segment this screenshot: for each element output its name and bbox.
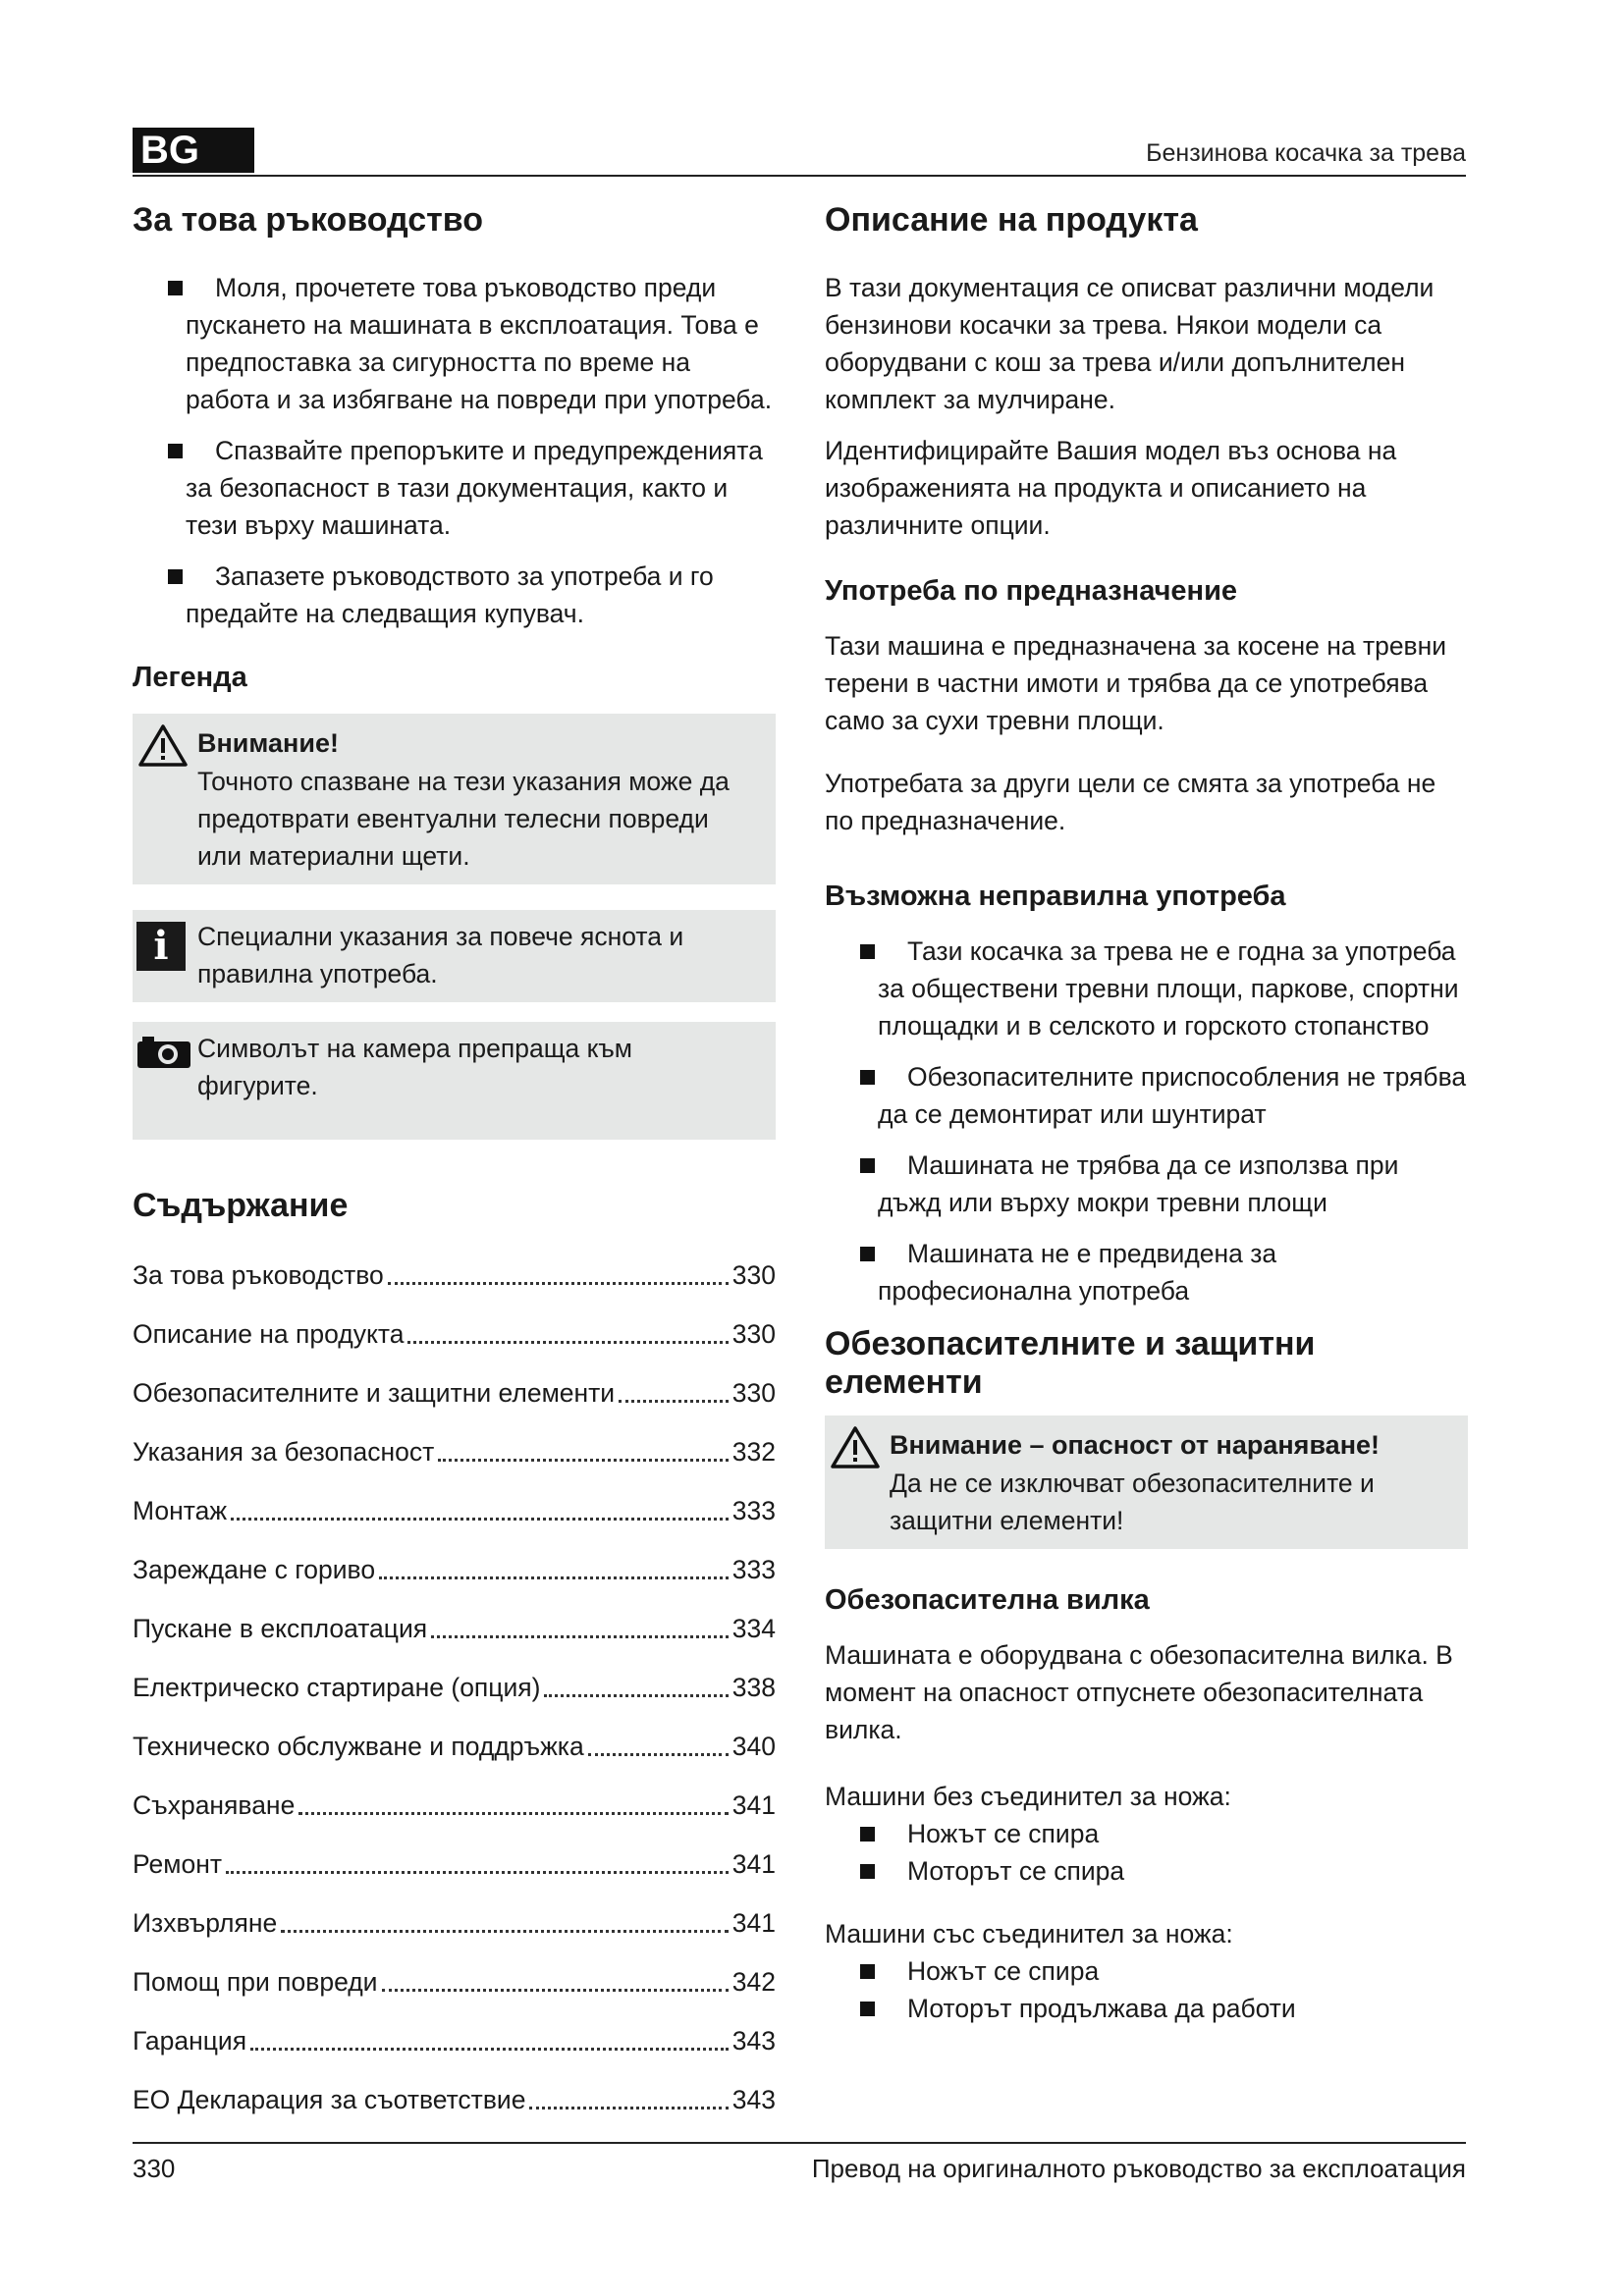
square-bullet-icon: [168, 569, 183, 584]
list-item: Запазете ръководството за употреба и го предайте на следващия купувач.: [133, 558, 776, 632]
intended-use-paragraph-2: Употребата за други цели се смята за употреба не по предназначение.: [825, 769, 1436, 835]
safety-warning-box: [825, 1415, 1468, 1549]
clutch-label: Машини със съединител за ножа:: [825, 1919, 1233, 1949]
list-item: Ножът се спира: [825, 1952, 1468, 1990]
page-number: 330: [133, 2154, 176, 2183]
safety-bar-paragraph: Машината е оборудвана с обезопасителна вилка. В момент на опасност отпуснете обезопасителната вилка.: [825, 1640, 1453, 1744]
list-item: Машината не е предвидена за професионална употреба: [825, 1235, 1468, 1309]
list-item: Моля, прочетете това ръководство преди пускането на машината в експлоатация. Това е предпоставка за сигурността по време на работа и за избягване на повреди при употреба.: [133, 269, 776, 418]
intended-use-paragraph-1: Тази машина е предназначена за косене на тревни терени в частни имоти и трябва да се употребява само за сухи тревни площи.: [825, 631, 1447, 735]
legend-warning-box: [133, 714, 776, 884]
clutch-list: [825, 1952, 1468, 2027]
misuse-list: [825, 933, 1468, 1309]
dot-leader: [619, 1400, 729, 1403]
info-icon: i: [136, 922, 186, 971]
header-title: Бензинова косачка за трева: [1146, 139, 1466, 167]
toc-heading: Съдържание: [133, 1187, 349, 1224]
square-bullet-icon: [168, 281, 183, 295]
toc-entry[interactable]: Пускане в експлоатация 334: [133, 1614, 776, 1643]
about-heading: За това ръководство: [133, 201, 484, 239]
toc-entry[interactable]: Зареждане с гориво 333: [133, 1555, 776, 1584]
product-paragraph-2: Идентифицирайте Вашия модел въз основа на изображенията на продукта и описанието на различните опции.: [825, 436, 1397, 540]
legend-info-box: [133, 910, 776, 1002]
dot-leader: [281, 1930, 729, 1933]
safety-warning-text: Да не се изключват обезопасителните и защитни елементи!: [890, 1468, 1375, 1535]
about-list: [133, 269, 776, 632]
list-item: Тази косачка за трева не е годна за употреба за обществени тревни площи, паркове, спортни площадки и в селското и горското стопанство: [825, 933, 1468, 1044]
toc-entry[interactable]: Монтаж 333: [133, 1496, 776, 1525]
toc-entry[interactable]: Помощ при повреди 342: [133, 1967, 776, 1997]
list-item: Моторът продължава да работи: [825, 1990, 1468, 2027]
dot-leader: [379, 1576, 729, 1579]
toc-entry[interactable]: Електрическо стартиране (опция) 338: [133, 1673, 776, 1702]
dot-leader: [544, 1694, 728, 1697]
dot-leader: [298, 1812, 728, 1815]
dot-leader: [250, 2048, 729, 2051]
intended-use-heading: Употреба по предназначение: [825, 575, 1238, 607]
safety-bar-heading: Обезопасителна вилка: [825, 1584, 1150, 1616]
dot-leader: [231, 1518, 729, 1521]
product-paragraph-1: В тази документация се описват различни модели бензинови косачки за трева. Някои модели са оборудвани с кош за трева и/или допълнителен комплект за мулчиране.: [825, 273, 1435, 414]
safety-warning-title: Внимание – опасност от нараняване!: [890, 1430, 1380, 1460]
dot-leader: [431, 1635, 729, 1638]
dot-leader: [382, 1989, 729, 1992]
list-item: Спазвайте препоръките и предупрежденията за безопасност в тази документация, както и тези върху машината.: [133, 432, 776, 544]
square-bullet-icon: [860, 1247, 875, 1261]
toc-entry[interactable]: Техническо обслужване и поддръжка 340: [133, 1732, 776, 1761]
legend-camera-box: [133, 1022, 776, 1140]
dot-leader: [388, 1282, 729, 1285]
toc-entry[interactable]: За това ръководство 330: [133, 1260, 776, 1290]
warning-triangle-icon: [831, 1425, 880, 1468]
toc-entry[interactable]: Изхвърляне 341: [133, 1908, 776, 1938]
language-badge: BG: [133, 128, 254, 173]
page-footer: [133, 2142, 1466, 2183]
toc-entry[interactable]: Указания за безопасност 332: [133, 1437, 776, 1467]
list-item: Машината не трябва да се използва при дъжд или върху мокри тревни площи: [825, 1147, 1468, 1221]
footer-text: Превод на оригиналното ръководство за експлоатация: [811, 2154, 1466, 2183]
square-bullet-icon: [860, 1070, 875, 1085]
toc-entry[interactable]: Описание на продукта 330: [133, 1319, 776, 1349]
legend-camera-text: Символът на камера препраща към фигурите.: [197, 1034, 632, 1100]
dot-leader: [588, 1753, 729, 1756]
dot-leader: [529, 2107, 728, 2109]
list-item: Моторът се спира: [825, 1852, 1468, 1890]
safety-heading: Обезопасителните и защитни елементи: [825, 1325, 1316, 1401]
misuse-heading: Възможна неправилна употреба: [825, 881, 1286, 912]
dot-leader: [226, 1871, 729, 1874]
page-header: [133, 126, 1466, 177]
legend-warning-text: Точното спазване на тези указания може да предотврати евентуални телесни повреди или материални щети.: [197, 767, 730, 871]
left-column: [133, 201, 776, 2118]
square-bullet-icon: [168, 444, 183, 458]
toc-entry[interactable]: Обезопасителните и защитни елементи 330: [133, 1378, 776, 1408]
toc-entry[interactable]: Гаранция 343: [133, 2026, 776, 2056]
legend-heading: Легенда: [133, 662, 247, 693]
square-bullet-icon: [860, 944, 875, 959]
toc-entry[interactable]: Съхраняване 341: [133, 1790, 776, 1820]
square-bullet-icon: [860, 2002, 875, 2016]
list-item: Обезопасителните приспособления не трябва да се демонтират или шунтират: [825, 1058, 1468, 1133]
square-bullet-icon: [860, 1864, 875, 1879]
square-bullet-icon: [860, 1827, 875, 1842]
dot-leader: [407, 1341, 728, 1344]
product-heading: Описание на продукта: [825, 201, 1198, 239]
dot-leader: [438, 1459, 729, 1462]
legend-info-text: Специални указания за повече яснота и правилна употреба.: [197, 922, 684, 988]
no-clutch-list: [825, 1815, 1468, 1890]
square-bullet-icon: [860, 1158, 875, 1173]
list-item: Ножът се спира: [825, 1815, 1468, 1852]
legend-warning-title: Внимание!: [197, 728, 339, 758]
toc-entry[interactable]: Ремонт 341: [133, 1849, 776, 1879]
camera-icon: [136, 1036, 191, 1069]
table-of-contents: [133, 1235, 776, 2118]
warning-triangle-icon: [138, 723, 188, 767]
toc-entry[interactable]: ЕО Декларация за съответствие 343: [133, 2085, 776, 2114]
square-bullet-icon: [860, 1964, 875, 1979]
no-clutch-label: Машини без съединител за ножа:: [825, 1782, 1231, 1811]
right-column: [825, 201, 1468, 2053]
